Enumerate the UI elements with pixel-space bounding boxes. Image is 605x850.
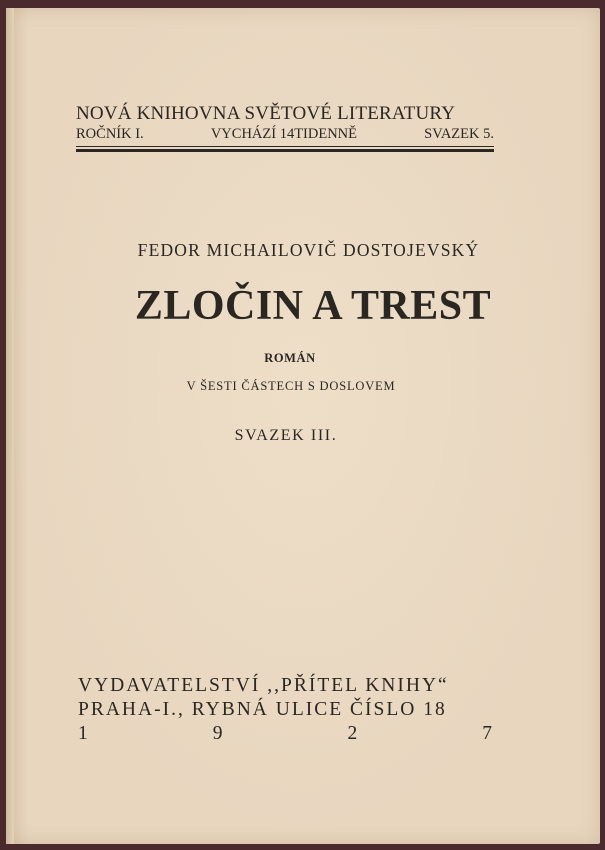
publisher-address: PRAHA-I., RYBNÁ ULICE ČÍSLO 18	[78, 699, 447, 720]
series-header	[76, 104, 494, 152]
parts-description: V ŠESTI ČÁSTECH S DOSLOVEM	[186, 379, 396, 393]
series-frequency: VYCHÁZÍ 14TIDENNĚ	[210, 126, 358, 142]
series-details	[76, 125, 494, 143]
author-name: FEDOR MICHAILOVIČ DOSTOJEVSKÝ	[137, 240, 480, 260]
series-year-label: ROČNÍK I.	[76, 126, 144, 142]
thick-rule	[76, 149, 494, 152]
year-digit: 9	[212, 723, 225, 744]
thin-rule	[76, 146, 494, 147]
volume-number: SVAZEK III.	[234, 427, 338, 444]
year-digit: 1	[78, 723, 90, 744]
publisher-name: VYDAVATELSTVÍ ,,PŘÍTEL KNIHY“	[78, 675, 449, 696]
year-digit: 2	[347, 723, 360, 744]
imprint	[78, 674, 496, 746]
genre-label: ROMÁN	[264, 351, 316, 365]
series-name: NOVÁ KNIHOVNA SVĚTOVÉ LITERATURY	[76, 103, 456, 124]
publication-year	[78, 722, 496, 746]
series-volume: SVAZEK 5.	[424, 126, 494, 142]
year-digit: 7	[482, 723, 494, 744]
title-page	[6, 8, 600, 844]
page-gutter	[6, 8, 14, 844]
book-title: ZLOČIN A TREST	[134, 283, 492, 329]
